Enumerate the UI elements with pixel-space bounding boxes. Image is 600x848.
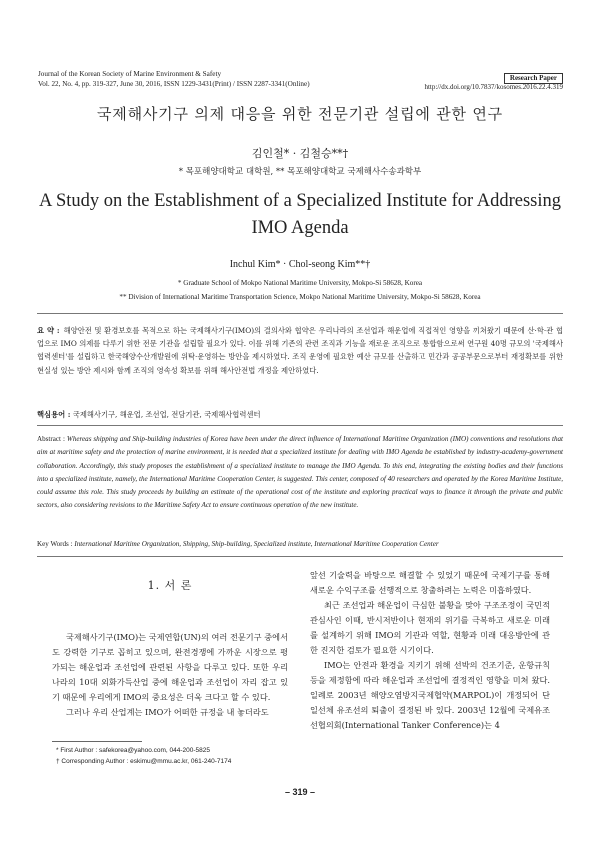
paper-type-badge: Research Paper [504, 73, 563, 84]
doi-link[interactable]: http://dx.doi.org/10.7837/kosomes.2016.22.4.319 [424, 83, 563, 91]
divider [37, 556, 563, 557]
paragraph: 최근 조선업과 해운업이 극심한 불황을 맞아 구조조정이 국민적 관심사인 이때, 반시저반이나 현재의 위기를 극복하고 새로운 미래를 설계하기 위해 IMO의 기관과 역할, 현황과 미래 대응방안에 관한 진지한 검토가 필요한 시기이다. [310, 600, 550, 655]
left-column [52, 630, 288, 720]
first-author-footnote: * First Author : safekorea@yahoo.com, 044-200-5825 [56, 747, 211, 754]
english-keywords [37, 540, 439, 548]
english-keywords-text: International Maritime Organization, Shipping, Ship-building, Specialized institute, International Maritime Cooperation Center [74, 540, 439, 548]
korean-authors: 김인철* · 김철승**† [251, 147, 349, 160]
english-authors: Inchul Kim* · Chol-seong Kim**† [229, 259, 371, 270]
paragraph: IMO는 안전과 환경을 지키기 위해 선박의 건조기준, 운항규칙 등을 제정함에 따라 해운업과 조선업에 결정적인 영향을 미쳐 왔다. 일례로 2003년 해양오염방지국제협약(MARPOL)이 개정되어 단일선체 유조선의 퇴출이 결정된 바 있다. 2003년 12월에 국제유조선협의회(International Tanker Conference)는 4 [310, 660, 550, 730]
korean-title: 국제해사기구 의제 대응을 위한 전문기관 설립에 관한 연구 [97, 105, 503, 123]
english-title [0, 188, 600, 242]
korean-abstract [37, 324, 563, 377]
right-column [310, 568, 550, 733]
english-keywords-label: Key Words : [37, 540, 73, 548]
english-affiliation-1: * Graduate School of Mokpo National Maritime University, Mokpo-Si 58628, Korea [177, 279, 423, 287]
paragraph: 국제해사기구(IMO)는 국제연합(UN)의 여러 전문기구 중에서도 강력한 기구로 꼽히고 있으며, 완전경쟁에 가까운 시장으로 평가되는 해운업과 조선업에 관련된 사항을 다루고 있다. 또한 우리나라의 10대 외화가득산업 중에 해운업과 조선업이 자리 잡고 있기 때문에 우리에게 IMO의 중요성은 더욱 크다고 할 수 있다. [52, 632, 288, 702]
section-heading: 1. 서 론 [147, 579, 193, 592]
english-abstract-text: Whereas shipping and Ship-building industries of Korea have been under the direct influence of International Maritime Organization (IMO) conventions and resolutions that aim at maritime safety and the protection of marine environment, it is needed that a specialized institute for dealing with IMO Agenda be established by industry-academy-government collaboration. Accordingly, this study proposes the establishment of a specialized institute to manage the IMO Agenda. To this end, integrating the existing bodies and their functions into a specialized institute, namely, the International Maritime Cooperation Center, is suggested. This center, composed of 40 researchers and operated by the Korea Maritime Institute, could assume this role. This study proceeds by building an estimate of the operational cost of the institute and exploring practical ways to finance it through the private and public sectors, also considering revisions to the Maritime Safety Act to ensure continuous operation of the new institute. [37, 435, 564, 510]
korean-abstract-label: 요 약 : [37, 326, 60, 335]
korean-abstract-text: 해양안전 및 환경보호를 목적으로 하는 국제해사기구(IMO)의 결의사와 협약은 우리나라의 조선업과 해운업에 직접적인 영향을 끼쳐왔기 때문에 산·학·관 협업으로 IMO 의제를 다루기 위한 전문 기관을 설립할 필요가 있다. 이를 위해 기존의 관련 조직과 기능을 재로운 조직으로 통합함으로써 연구원 40명 규모의 '국제해사협력센터'를 설립하고 한국해양수산개발원에 위탁·운영하는 방안을 제시하였다. 조직 운영에 필요한 예산 규모를 산출하고 민간과 공공부문으로부터 재정확보를 위한 현실성 있는 방안 제시와 함께 조직의 영속성 확보를 위해 해사안전법 개정을 제안하였다. [37, 326, 563, 375]
korean-keywords [37, 410, 261, 420]
footnotes [56, 746, 231, 767]
journal-header [38, 70, 310, 89]
english-title-line1: A Study on the Establishment of a Specialized Institute for Addressing [38, 191, 562, 211]
paragraph: 그러나 우리 산업계는 IMO가 어떠한 규정을 내 놓더라도 [66, 707, 269, 717]
page-number: – 319 – [284, 787, 316, 797]
divider [37, 313, 563, 314]
english-abstract [37, 433, 563, 513]
english-affiliation-2: ** Division of International Maritime Transportation Science, Mokpo National Maritime University, Mokpo-Si 58628, Korea [119, 293, 481, 301]
journal-name: Journal of the Korean Society of Marine Environment & Safety [38, 70, 222, 78]
corresponding-author-footnote: † Corresponding Author : eskimu@mmu.ac.kr, 061-240-7174 [56, 757, 232, 765]
footnote-divider [52, 741, 142, 742]
journal-issue: Vol. 22, No. 4, pp. 319-327, June 30, 2016, ISSN 1229-3431(Print) / ISSN 2287-3341(Online) [38, 79, 310, 88]
paragraph: 앞선 기술력을 바탕으로 해결할 수 있었기 때문에 국제기구를 통해 새로운 수익구조를 선행적으로 창출하려는 노력은 미흡하였다. [310, 570, 550, 595]
english-abstract-label: Abstract : [37, 435, 65, 443]
korean-affiliation: * 목포해양대학교 대학원, ** 목포해양대학교 국제해사수송과학부 [178, 167, 422, 177]
divider [37, 425, 563, 426]
korean-keywords-label: 핵심용어 : [37, 410, 71, 419]
english-title-line2: IMO Agenda [251, 218, 349, 238]
korean-keywords-text: 국제해사기구, 해운업, 조선업, 전담기관, 국제해사협력센터 [72, 410, 261, 419]
